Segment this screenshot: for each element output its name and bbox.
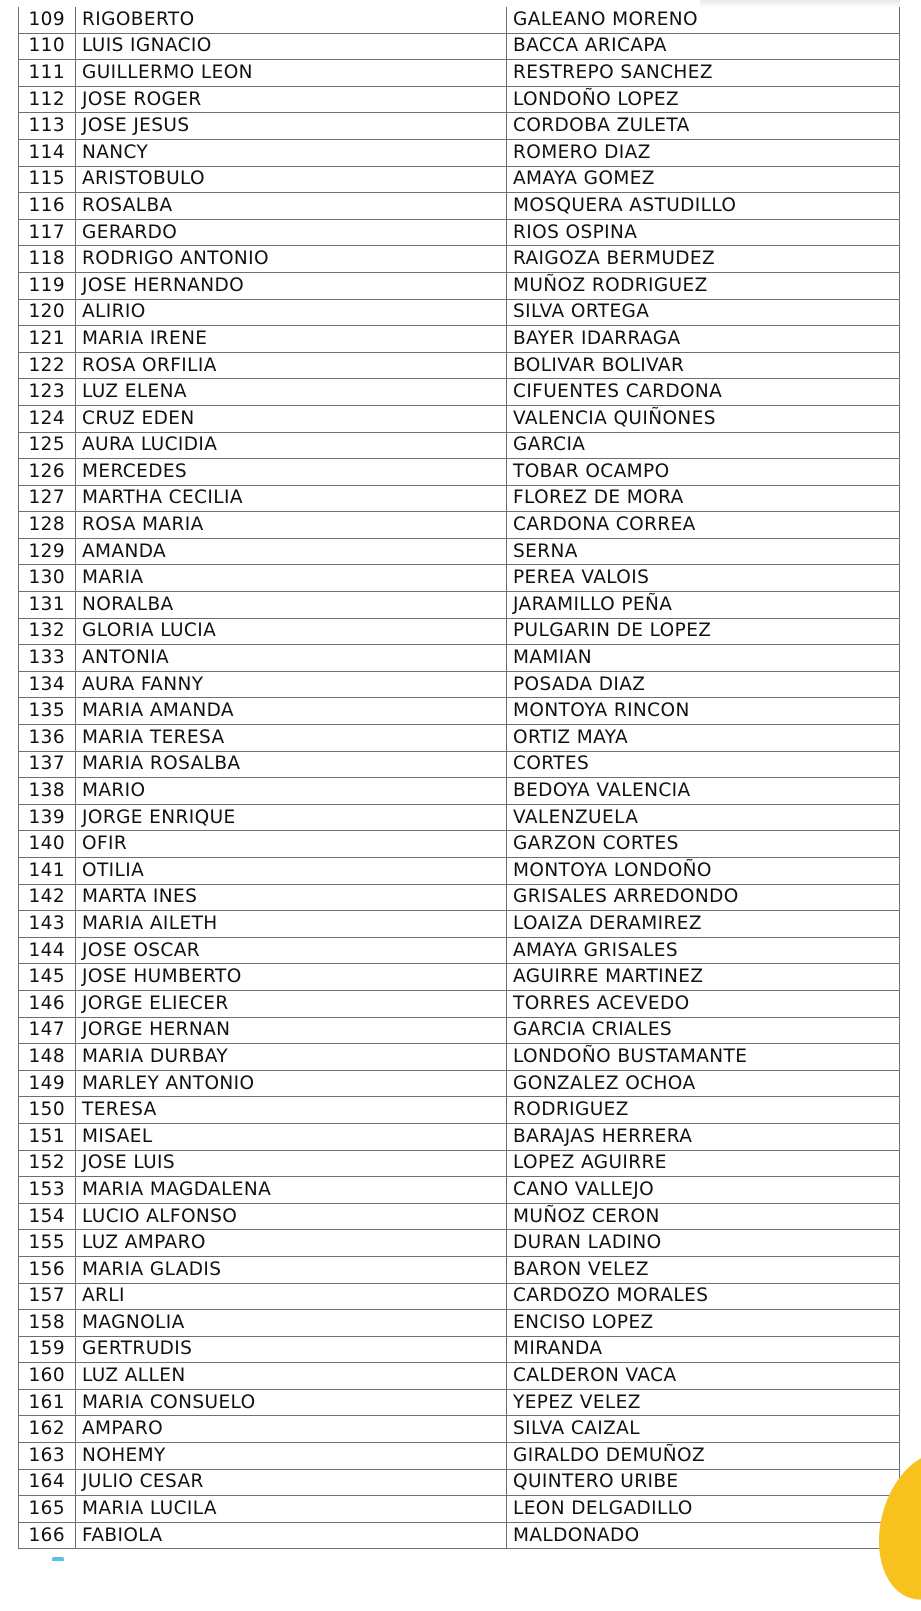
row-number-cell: 127 — [19, 485, 76, 512]
row-number-cell: 117 — [19, 219, 76, 246]
first-name-cell: MARIA IRENE — [76, 326, 507, 353]
first-name-cell: JOSE LUIS — [76, 1150, 507, 1177]
row-number-cell: 128 — [19, 512, 76, 539]
first-name-cell: JORGE ELIECER — [76, 990, 507, 1017]
row-number-cell: 121 — [19, 326, 76, 353]
row-number-cell: 118 — [19, 246, 76, 273]
last-name-cell: RESTREPO SANCHEZ — [507, 60, 900, 87]
row-number-cell: 146 — [19, 990, 76, 1017]
last-name-cell: SERNA — [507, 538, 900, 565]
last-name-cell: QUINTERO URIBE — [507, 1469, 900, 1496]
first-name-cell: RIGOBERTO — [76, 7, 507, 33]
table-row — [19, 778, 900, 805]
row-number-cell: 142 — [19, 884, 76, 911]
last-name-cell: VALENCIA QUIÑONES — [507, 405, 900, 432]
row-number-cell: 140 — [19, 831, 76, 858]
table-row — [19, 272, 900, 299]
blue-corner-mark — [52, 1557, 64, 1561]
first-name-cell: AURA LUCIDIA — [76, 432, 507, 459]
table-row — [19, 193, 900, 220]
row-number-cell: 148 — [19, 1044, 76, 1071]
table-row — [19, 1469, 900, 1496]
table-row — [19, 113, 900, 140]
first-name-cell: JOSE ROGER — [76, 86, 507, 113]
first-name-cell: MARTHA CECILIA — [76, 485, 507, 512]
row-number-cell: 133 — [19, 645, 76, 672]
first-name-cell: MARIA DURBAY — [76, 1044, 507, 1071]
row-number-cell: 160 — [19, 1363, 76, 1390]
last-name-cell: MONTOYA RINCON — [507, 698, 900, 725]
last-name-cell: BOLIVAR BOLIVAR — [507, 352, 900, 379]
last-name-cell: GRISALES ARREDONDO — [507, 884, 900, 911]
row-number-cell: 158 — [19, 1310, 76, 1337]
first-name-cell: OFIR — [76, 831, 507, 858]
last-name-cell: CIFUENTES CARDONA — [507, 379, 900, 406]
table-row — [19, 405, 900, 432]
last-name-cell: GARZON CORTES — [507, 831, 900, 858]
table-row — [19, 326, 900, 353]
first-name-cell: LUZ ALLEN — [76, 1363, 507, 1390]
first-name-cell: NORALBA — [76, 592, 507, 619]
last-name-cell: BARON VELEZ — [507, 1256, 900, 1283]
first-name-cell: ROSA MARIA — [76, 512, 507, 539]
last-name-cell: CARDONA CORREA — [507, 512, 900, 539]
first-name-cell: TERESA — [76, 1097, 507, 1124]
row-number-cell: 149 — [19, 1070, 76, 1097]
row-number-cell: 159 — [19, 1336, 76, 1363]
table-row — [19, 60, 900, 87]
row-number-cell: 126 — [19, 459, 76, 486]
last-name-cell: GARCIA CRIALES — [507, 1017, 900, 1044]
table-row — [19, 538, 900, 565]
table-row — [19, 485, 900, 512]
last-name-cell: MOSQUERA ASTUDILLO — [507, 193, 900, 220]
row-number-cell: 163 — [19, 1443, 76, 1470]
row-number-cell: 165 — [19, 1496, 76, 1523]
last-name-cell: LOAIZA DERAMIREZ — [507, 911, 900, 938]
last-name-cell: BACCA ARICAPA — [507, 33, 900, 60]
last-name-cell: RAIGOZA BERMUDEZ — [507, 246, 900, 273]
first-name-cell: CRUZ EDEN — [76, 405, 507, 432]
table-row — [19, 379, 900, 406]
table-row — [19, 432, 900, 459]
row-number-cell: 112 — [19, 86, 76, 113]
last-name-cell: MONTOYA LONDOÑO — [507, 858, 900, 885]
table-row — [19, 1283, 900, 1310]
first-name-cell: MARLEY ANTONIO — [76, 1070, 507, 1097]
row-number-cell: 153 — [19, 1177, 76, 1204]
table-row — [19, 1044, 900, 1071]
first-name-cell: OTILIA — [76, 858, 507, 885]
first-name-cell: AMPARO — [76, 1416, 507, 1443]
row-number-cell: 123 — [19, 379, 76, 406]
last-name-cell: GIRALDO DEMUÑOZ — [507, 1443, 900, 1470]
table-row — [19, 299, 900, 326]
row-number-cell: 139 — [19, 804, 76, 831]
first-name-cell: JOSE OSCAR — [76, 937, 507, 964]
row-number-cell: 114 — [19, 139, 76, 166]
first-name-cell: GUILLERMO LEON — [76, 60, 507, 87]
row-number-cell: 162 — [19, 1416, 76, 1443]
table-row — [19, 804, 900, 831]
table-row — [19, 990, 900, 1017]
row-number-cell: 157 — [19, 1283, 76, 1310]
last-name-cell: ROMERO DIAZ — [507, 139, 900, 166]
first-name-cell: JOSE JESUS — [76, 113, 507, 140]
table-row — [19, 139, 900, 166]
table-row — [19, 592, 900, 619]
last-name-cell: AGUIRRE MARTINEZ — [507, 964, 900, 991]
first-name-cell: NANCY — [76, 139, 507, 166]
first-name-cell: JULIO CESAR — [76, 1469, 507, 1496]
row-number-cell: 150 — [19, 1097, 76, 1124]
last-name-cell: CORTES — [507, 751, 900, 778]
last-name-cell: CORDOBA ZULETA — [507, 113, 900, 140]
last-name-cell: GALEANO MORENO — [507, 7, 900, 33]
last-name-cell: BEDOYA VALENCIA — [507, 778, 900, 805]
last-name-cell: PULGARIN DE LOPEZ — [507, 618, 900, 645]
row-number-cell: 119 — [19, 272, 76, 299]
row-number-cell: 111 — [19, 60, 76, 87]
row-number-cell: 144 — [19, 937, 76, 964]
table-row — [19, 1256, 900, 1283]
last-name-cell: JARAMILLO PEÑA — [507, 592, 900, 619]
last-name-cell: BARAJAS HERRERA — [507, 1123, 900, 1150]
first-name-cell: MARIA ROSALBA — [76, 751, 507, 778]
last-name-cell: CANO VALLEJO — [507, 1177, 900, 1204]
row-number-cell: 109 — [19, 7, 76, 33]
table-row — [19, 565, 900, 592]
last-name-cell: POSADA DIAZ — [507, 671, 900, 698]
first-name-cell: MARIA CONSUELO — [76, 1389, 507, 1416]
first-name-cell: ARISTOBULO — [76, 166, 507, 193]
row-number-cell: 135 — [19, 698, 76, 725]
table-row — [19, 1230, 900, 1257]
last-name-cell: FLOREZ DE MORA — [507, 485, 900, 512]
last-name-cell: YEPEZ VELEZ — [507, 1389, 900, 1416]
last-name-cell: ENCISO LOPEZ — [507, 1310, 900, 1337]
row-number-cell: 131 — [19, 592, 76, 619]
table-row — [19, 86, 900, 113]
last-name-cell: SILVA ORTEGA — [507, 299, 900, 326]
first-name-cell: AMANDA — [76, 538, 507, 565]
table-row — [19, 1310, 900, 1337]
row-number-cell: 120 — [19, 299, 76, 326]
first-name-cell: RODRIGO ANTONIO — [76, 246, 507, 273]
first-name-cell: LUCIO ALFONSO — [76, 1203, 507, 1230]
first-name-cell: MARIA TERESA — [76, 725, 507, 752]
table-row — [19, 1177, 900, 1204]
last-name-cell: RODRIGUEZ — [507, 1097, 900, 1124]
table-row — [19, 1389, 900, 1416]
first-name-cell: MERCEDES — [76, 459, 507, 486]
first-name-cell: MAGNOLIA — [76, 1310, 507, 1337]
first-name-cell: MISAEL — [76, 1123, 507, 1150]
row-number-cell: 136 — [19, 725, 76, 752]
last-name-cell: MUÑOZ RODRIGUEZ — [507, 272, 900, 299]
row-number-cell: 151 — [19, 1123, 76, 1150]
last-name-cell: LOPEZ AGUIRRE — [507, 1150, 900, 1177]
first-name-cell: FABIOLA — [76, 1522, 507, 1549]
row-number-cell: 166 — [19, 1522, 76, 1549]
table-row — [19, 1496, 900, 1523]
first-name-cell: MARIA LUCILA — [76, 1496, 507, 1523]
first-name-cell: GLORIA LUCIA — [76, 618, 507, 645]
first-name-cell: MARIA AILETH — [76, 911, 507, 938]
last-name-cell: VALENZUELA — [507, 804, 900, 831]
row-number-cell: 138 — [19, 778, 76, 805]
row-number-cell: 164 — [19, 1469, 76, 1496]
last-name-cell: AMAYA GRISALES — [507, 937, 900, 964]
table-row — [19, 645, 900, 672]
table-row — [19, 698, 900, 725]
table-row — [19, 964, 900, 991]
last-name-cell: GONZALEZ OCHOA — [507, 1070, 900, 1097]
last-name-cell: BAYER IDARRAGA — [507, 326, 900, 353]
first-name-cell: LUZ ELENA — [76, 379, 507, 406]
last-name-cell: DURAN LADINO — [507, 1230, 900, 1257]
table-row — [19, 751, 900, 778]
last-name-cell: AMAYA GOMEZ — [507, 166, 900, 193]
table-row — [19, 1336, 900, 1363]
table-row — [19, 1097, 900, 1124]
first-name-cell: ROSA ORFILIA — [76, 352, 507, 379]
row-number-cell: 113 — [19, 113, 76, 140]
last-name-cell: PEREA VALOIS — [507, 565, 900, 592]
table-row — [19, 33, 900, 60]
first-name-cell: LUIS IGNACIO — [76, 33, 507, 60]
row-number-cell: 124 — [19, 405, 76, 432]
table-row — [19, 618, 900, 645]
table-row — [19, 352, 900, 379]
table-row — [19, 1123, 900, 1150]
table-row — [19, 1522, 900, 1549]
last-name-cell: MALDONADO — [507, 1522, 900, 1549]
row-number-cell: 147 — [19, 1017, 76, 1044]
last-name-cell: TORRES ACEVEDO — [507, 990, 900, 1017]
row-number-cell: 156 — [19, 1256, 76, 1283]
first-name-cell: JOSE HUMBERTO — [76, 964, 507, 991]
last-name-cell: SILVA CAIZAL — [507, 1416, 900, 1443]
row-number-cell: 145 — [19, 964, 76, 991]
row-number-cell: 115 — [19, 166, 76, 193]
table-row — [19, 884, 900, 911]
table-row — [19, 1443, 900, 1470]
first-name-cell: MARIA — [76, 565, 507, 592]
row-number-cell: 122 — [19, 352, 76, 379]
first-name-cell: ANTONIA — [76, 645, 507, 672]
last-name-cell: MAMIAN — [507, 645, 900, 672]
table-row — [19, 671, 900, 698]
row-number-cell: 129 — [19, 538, 76, 565]
row-number-cell: 137 — [19, 751, 76, 778]
row-number-cell: 141 — [19, 858, 76, 885]
row-number-cell: 154 — [19, 1203, 76, 1230]
first-name-cell: NOHEMY — [76, 1443, 507, 1470]
table-row — [19, 246, 900, 273]
names-table — [18, 7, 900, 1549]
last-name-cell: ORTIZ MAYA — [507, 725, 900, 752]
row-number-cell: 125 — [19, 432, 76, 459]
row-number-cell: 130 — [19, 565, 76, 592]
table-row — [19, 831, 900, 858]
last-name-cell: LEON DELGADILLO — [507, 1496, 900, 1523]
row-number-cell: 155 — [19, 1230, 76, 1257]
last-name-cell: CARDOZO MORALES — [507, 1283, 900, 1310]
table-row — [19, 858, 900, 885]
table-row — [19, 7, 900, 33]
row-number-cell: 116 — [19, 193, 76, 220]
first-name-cell: ARLI — [76, 1283, 507, 1310]
row-number-cell: 152 — [19, 1150, 76, 1177]
first-name-cell: LUZ AMPARO — [76, 1230, 507, 1257]
table-row — [19, 725, 900, 752]
first-name-cell: MARIA GLADIS — [76, 1256, 507, 1283]
names-table-body — [19, 7, 900, 1549]
last-name-cell: RIOS OSPINA — [507, 219, 900, 246]
last-name-cell: LONDOÑO LOPEZ — [507, 86, 900, 113]
table-row — [19, 219, 900, 246]
last-name-cell: LONDOÑO BUSTAMANTE — [507, 1044, 900, 1071]
table-row — [19, 937, 900, 964]
first-name-cell: JORGE HERNAN — [76, 1017, 507, 1044]
row-number-cell: 143 — [19, 911, 76, 938]
last-name-cell: GARCIA — [507, 432, 900, 459]
first-name-cell: MARIO — [76, 778, 507, 805]
table-row — [19, 459, 900, 486]
first-name-cell: JOSE HERNANDO — [76, 272, 507, 299]
table-row — [19, 1150, 900, 1177]
table-row — [19, 911, 900, 938]
first-name-cell: MARTA INES — [76, 884, 507, 911]
first-name-cell: ROSALBA — [76, 193, 507, 220]
table-row — [19, 1203, 900, 1230]
first-name-cell: MARIA MAGDALENA — [76, 1177, 507, 1204]
first-name-cell: JORGE ENRIQUE — [76, 804, 507, 831]
table-row — [19, 1363, 900, 1390]
table-row — [19, 1070, 900, 1097]
row-number-cell: 134 — [19, 671, 76, 698]
first-name-cell: AURA FANNY — [76, 671, 507, 698]
row-number-cell: 132 — [19, 618, 76, 645]
first-name-cell: ALIRIO — [76, 299, 507, 326]
first-name-cell: GERTRUDIS — [76, 1336, 507, 1363]
first-name-cell: GERARDO — [76, 219, 507, 246]
row-number-cell: 110 — [19, 33, 76, 60]
row-number-cell: 161 — [19, 1389, 76, 1416]
table-row — [19, 1416, 900, 1443]
table-row — [19, 166, 900, 193]
table-row — [19, 512, 900, 539]
last-name-cell: TOBAR OCAMPO — [507, 459, 900, 486]
table-row — [19, 1017, 900, 1044]
first-name-cell: MARIA AMANDA — [76, 698, 507, 725]
last-name-cell: MIRANDA — [507, 1336, 900, 1363]
last-name-cell: MUÑOZ CERON — [507, 1203, 900, 1230]
last-name-cell: CALDERON VACA — [507, 1363, 900, 1390]
